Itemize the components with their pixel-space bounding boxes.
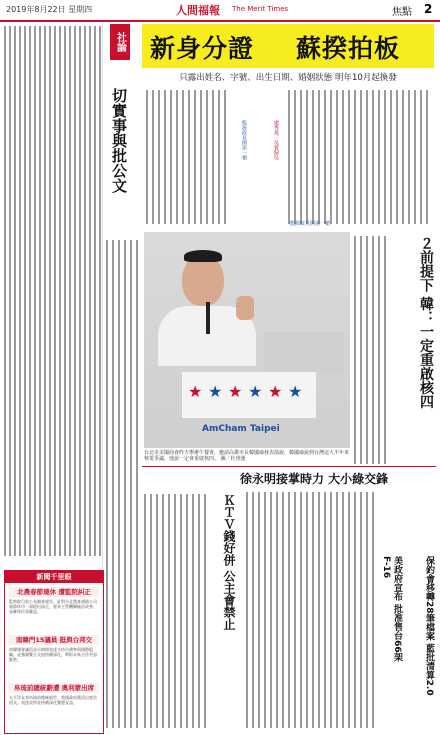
- amcham-stars-panel: [182, 372, 316, 418]
- digest-headline: 帛琉前總統辭遭 奧利蒙出席: [9, 683, 99, 693]
- npp-headline: 徐永明接掌時力 大小綠交鋒: [240, 472, 389, 486]
- editorial-text-lines: [2, 22, 102, 562]
- star-icon: ★: [268, 382, 283, 401]
- star-icon: ★: [288, 382, 303, 401]
- ktv-headline: ＫＴＶ錢好併 公主會禁止: [222, 494, 236, 631]
- diaoyu-headline: 保釣會移轉28筆檔案 藍批清算2.0: [424, 556, 434, 696]
- digest-text: 太平洋友邦帛琉前總統逝世，我國政府派員出席告別式，表達哀悼並持續深化雙邊友誼。: [9, 695, 97, 705]
- digest-headline: 南韓門15議員 挺與台邦交: [9, 635, 99, 645]
- section-name: 焦點: [392, 7, 412, 18]
- sidebar-head-red: 盧秀燕：吳寶歸吳: [273, 120, 279, 160]
- news-digest-box: [4, 570, 104, 734]
- npp-story-lines: [244, 492, 376, 730]
- ktv-story-lines: [142, 494, 208, 730]
- news-photo: [144, 232, 350, 448]
- lead-headline-left: 新身分證: [150, 34, 255, 63]
- masthead-bar: [0, 0, 440, 22]
- digest-text: 南韓國會議員訪台期間表達支持台灣參與國際組織，並強調雙方交流持續深化，期盼未來合作更加緊密。: [9, 647, 97, 662]
- nuclear-headline: ２前提下 韓：一定重啟核四: [418, 236, 434, 409]
- issue-date: 2019年8月22日 星期四: [6, 5, 93, 14]
- amcham-backdrop-text: AmCham Taipei: [202, 424, 280, 434]
- editorial-continued-lines: [104, 240, 140, 730]
- digest-text: 監察院日前公布調查報告，針對台北農產運銷公司春節休市一事提出糾正，要求主管機關檢討改善，並確保民眾權益。: [9, 599, 97, 614]
- newspaper-logo-en: The Merit Times: [232, 5, 289, 13]
- photo-label: 能源政見開第一槍: [290, 221, 331, 227]
- page-number: 2: [424, 2, 433, 16]
- editorial-title: 切實事與批公文: [110, 88, 128, 193]
- news-digest-title: 新聞千里眼: [5, 571, 103, 583]
- lead-headline-right: 蘇揆拍板: [296, 34, 401, 63]
- speaker-hand: [236, 296, 254, 320]
- digest-headline: 北農春節連休 遭監院糾正: [9, 587, 99, 597]
- section-divider: [142, 466, 436, 467]
- speaker-hair: [184, 250, 222, 262]
- microphone-icon: [206, 302, 210, 334]
- nuclear-story-lines: [352, 236, 388, 466]
- f16-headline: 美政府宣布 批准售台66架F-16: [381, 556, 402, 662]
- lead-story-lines: [142, 88, 434, 228]
- lead-subhead: 只露出姓名、字號、出生日期、婚姻狀態 明年10月起換發: [179, 73, 397, 83]
- newspaper-logo: 人間福報: [176, 4, 220, 17]
- star-icon: ★: [208, 382, 223, 401]
- star-icon: ★: [248, 382, 263, 401]
- lead-banner: [142, 24, 434, 68]
- photo-caption: 台北市美國商會昨天舉辦午餐會，邀請高雄市長韓國瑜發表演說，韓國瑜說到台灣這大半年來核電爭議，他說一定會重啟核四。 圖／杜虔運: [144, 450, 350, 462]
- photo-podium: [264, 332, 344, 372]
- sidebar-head-blue: 能源政見開第一槍: [241, 120, 247, 160]
- star-icon: ★: [228, 382, 243, 401]
- editorial-tag: 社論: [110, 24, 130, 60]
- star-icon: ★: [188, 382, 203, 401]
